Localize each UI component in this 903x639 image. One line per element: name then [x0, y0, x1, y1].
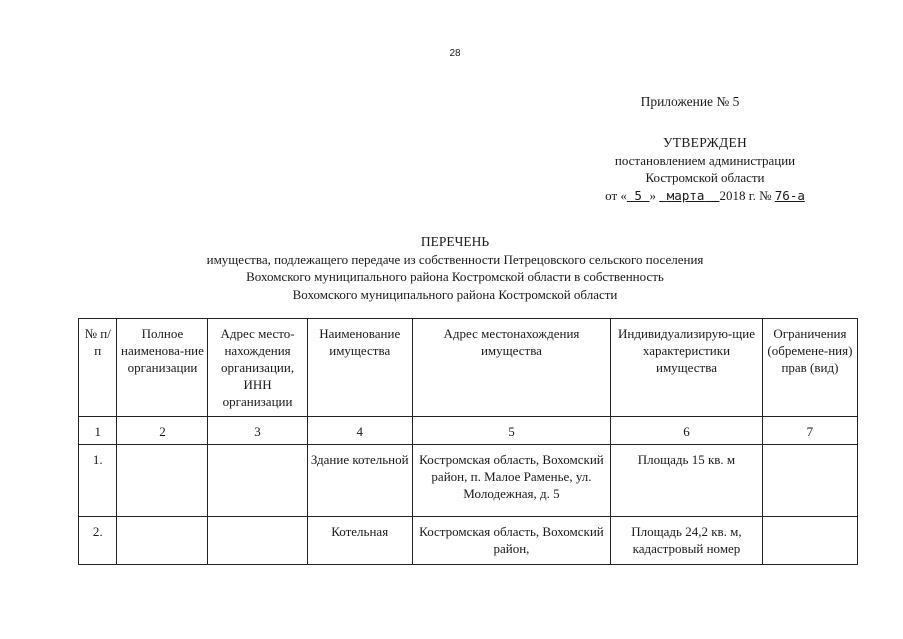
column-index: 7 — [762, 417, 857, 445]
characteristics-cell: Площадь 24,2 кв. м, кадастровый номер — [611, 517, 763, 565]
header-characteristics: Индивидуализирую-щие характеристики имущества — [611, 319, 763, 417]
approval-line-1: постановлением администрации — [614, 152, 796, 168]
column-numbering-row — [79, 417, 858, 445]
page-number: 28 — [449, 48, 461, 59]
column-index: 2 — [117, 417, 208, 445]
header-property-name: Наименование имущества — [307, 319, 412, 417]
characteristics-cell: Площадь 15 кв. м — [611, 445, 763, 517]
row-number: 1. — [79, 445, 117, 517]
org-name-cell — [117, 445, 208, 517]
org-address-cell — [208, 445, 307, 517]
date-year: 2018 г. № — [719, 187, 772, 203]
header-property-address: Адрес местонахождения имущества — [412, 319, 610, 417]
property-name-cell: Здание котельной — [307, 445, 412, 517]
approval-block — [560, 134, 850, 204]
column-index: 3 — [208, 417, 307, 445]
header-number: № п/п — [79, 319, 117, 417]
property-address-cell: Костромская область, Вохомский район, п. Малое Раменье, ул. Молодежная, д. 5 — [412, 445, 610, 517]
date-mid: » — [649, 187, 656, 203]
approval-title: УТВЕРЖДЕН — [662, 135, 748, 150]
decree-number: 76-а — [774, 187, 805, 203]
table-row — [79, 517, 858, 565]
org-name-cell — [117, 517, 208, 565]
date-prefix: от « — [605, 187, 627, 203]
document-heading — [150, 233, 760, 303]
appendix-label: Приложение № 5 — [640, 94, 740, 109]
column-index: 5 — [412, 417, 610, 445]
column-index: 6 — [611, 417, 763, 445]
date-month: марта — [666, 187, 705, 203]
property-table — [78, 318, 858, 565]
restrictions-cell — [762, 445, 857, 517]
approval-line-2: Костромской области — [645, 170, 765, 185]
org-address-cell — [208, 517, 307, 565]
column-index: 4 — [307, 417, 412, 445]
table-header-row — [79, 319, 858, 417]
restrictions-cell — [762, 517, 857, 565]
property-address-cell: Костромская область, Вохомский район, — [412, 517, 610, 565]
header-restrictions: Ограничения (обремене-ния) прав (вид) — [762, 319, 857, 417]
heading-title: ПЕРЕЧЕНЬ — [420, 234, 490, 249]
heading-line-1: имущества, подлежащего передаче из собственности Петрецовского сельского поселения — [206, 251, 704, 267]
approval-date-line — [560, 187, 850, 205]
row-number: 2. — [79, 517, 117, 565]
property-name-cell: Котельная — [307, 517, 412, 565]
heading-line-2: Вохомского муниципального района Костромской области в собственность — [246, 269, 664, 284]
table-row — [79, 445, 858, 517]
column-index: 1 — [79, 417, 117, 445]
header-org-name: Полное наименова-ние организации — [117, 319, 208, 417]
header-org-address: Адрес место-нахождения организации, ИНН организации — [208, 319, 307, 417]
date-day: 5 — [634, 187, 642, 203]
heading-line-3: Вохомского муниципального района Костромской области — [292, 286, 618, 302]
